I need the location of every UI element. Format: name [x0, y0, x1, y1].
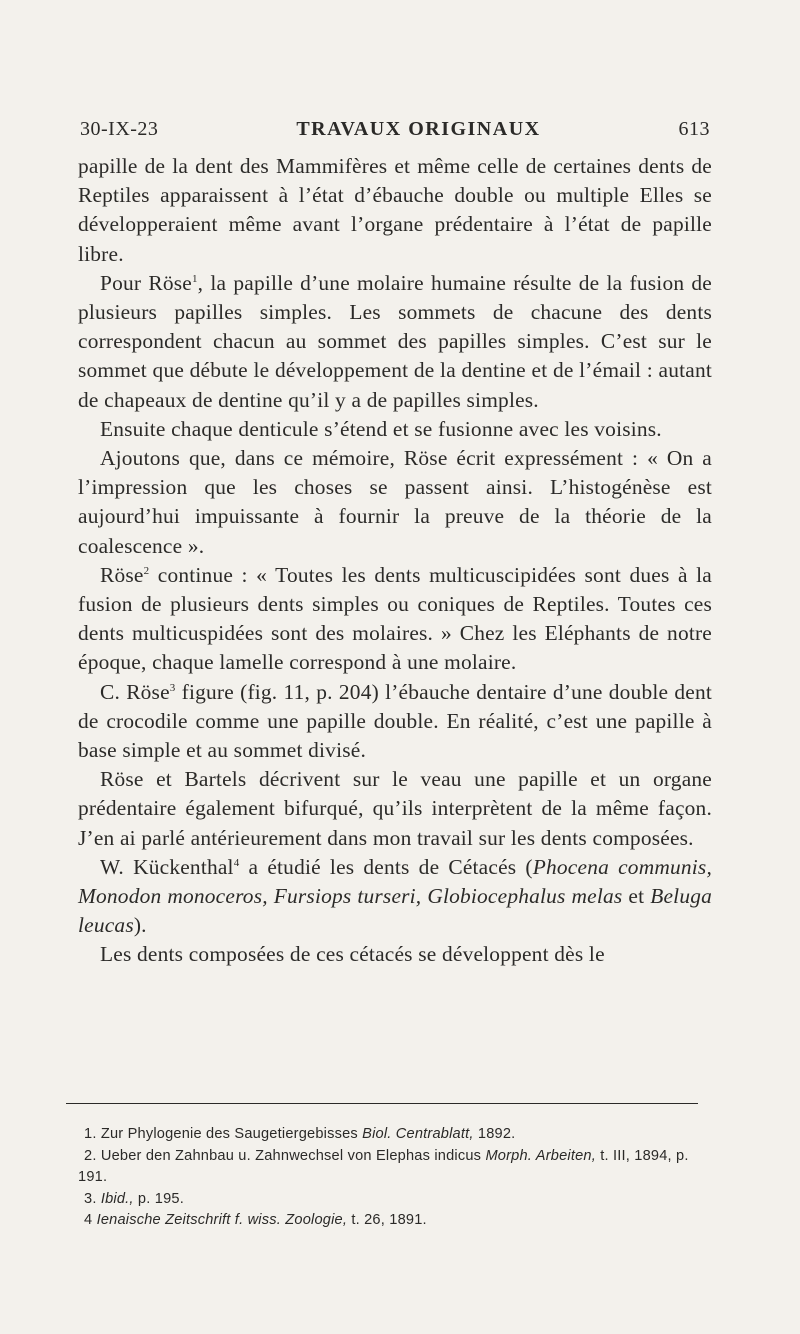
text-run: 4 [84, 1212, 97, 1229]
journal-title: Biol. Centrablatt, [362, 1126, 474, 1142]
paragraph: Röse et Bartels décrivent sur le veau une papille et un organe prédentaire également bifurqué, qu’ils interprètent de la même façon. J’en ai parlé antérieurement dans mon travail sur les dents composées. [78, 767, 712, 850]
footnote-ref: 1 [191, 272, 198, 285]
paragraph: Ensuite chaque denticule s’étend et se fusionne avec les voisins. [100, 416, 662, 441]
footnote-divider [66, 1103, 698, 1104]
text-run: 3. [84, 1190, 101, 1207]
journal-title: Ibid., [100, 1190, 134, 1207]
footnote [78, 1124, 708, 1146]
footnotes [78, 1124, 708, 1232]
header-title: TRAVAUX ORIGINAUX [296, 118, 541, 140]
paragraph: Les dents composées de ces cétacés se développent dès le [100, 942, 605, 967]
footnote-ref: 2 [143, 564, 150, 577]
text-run: p. 195. [133, 1190, 184, 1207]
header-left-code: 30-IX-23 [80, 118, 159, 140]
text-run: Pour Röse [100, 270, 192, 295]
text-run: et [622, 884, 651, 909]
footnote-ref: 4 [233, 856, 240, 869]
footnote-ref: 3 [169, 681, 176, 694]
text-run: 1892. [473, 1126, 516, 1142]
journal-title: Morph. Arbeiten, [485, 1147, 596, 1164]
text-run: t. III, 1894, p. 191. [78, 1147, 689, 1186]
page-number: 613 [678, 118, 710, 140]
text-run: 2. Ueber den Zahnbau u. Zahnwechsel von Elephas indicus [84, 1147, 486, 1164]
running-header [80, 118, 710, 150]
text-run: t. 26, 1891. [347, 1212, 427, 1229]
footnote [78, 1189, 708, 1211]
text-run: , la papille d’une molaire humaine résulte de la fusion de plusieurs papilles simples. Les sommets de chacune des dents correspondent chacun au sommet des papilles simples. C’est sur le sommet que débute le développement de la dentine et de l’émail : autant de chapeaux de dentine qu’il y a de papilles simples. [78, 270, 712, 412]
body-text [78, 152, 712, 970]
paragraph [78, 853, 712, 941]
journal-title: Ienaische Zeitschrift f. wiss. Zoologie, [96, 1212, 348, 1229]
text-run: figure (fig. 11, p. 204) l’ébauche dentaire d’une double dent de crocodile comme une papille double. En réalité, c’est une papille à base simple et au sommet divisé. [78, 679, 712, 763]
footnote [78, 1146, 708, 1189]
paragraph: Ajoutons que, dans ce mémoire, Röse écrit expressément : « On a l’impression que les choses se passent ainsi. L’histogénèse est aujourd’hui impuissante à fournir la preuve de la théorie de la coalescence ». [78, 446, 712, 558]
paragraph [78, 561, 712, 678]
footnote [78, 1210, 708, 1232]
text-run: ). [133, 913, 147, 938]
paragraph [78, 269, 712, 415]
text-run: 1. Zur Phylogenie des Saugetiergebisses [84, 1126, 363, 1142]
text-run: Röse [100, 562, 144, 587]
species-names: Phocena communis, Monodon monoceros, Fursiops turseri, Globiocephalus melas [78, 854, 712, 909]
text-run: continue : « Toutes les dents multicuscipidées sont dues à la fusion de plusieurs dents simples ou coniques de Reptiles. Toutes ces dents multicuspidées sont des molaires. » Chez les Eléphants de notre époque, chaque lamelle correspond à une molaire. [78, 562, 712, 675]
text-run: a étudié les dents de Cétacés ( [239, 854, 533, 879]
paragraph: papille de la dent des Mammifères et même celle de certaines dents de Reptiles apparaissent à l’état d’ébauche double ou multiple Elles se développeraient même avant l’organe prédentaire à l’état de papille libre. [78, 154, 712, 266]
species-name: Beluga leucas [78, 884, 713, 938]
text-run: C. Röse [100, 679, 170, 704]
paragraph [78, 678, 712, 766]
text-run: W. Kückenthal [100, 854, 234, 879]
